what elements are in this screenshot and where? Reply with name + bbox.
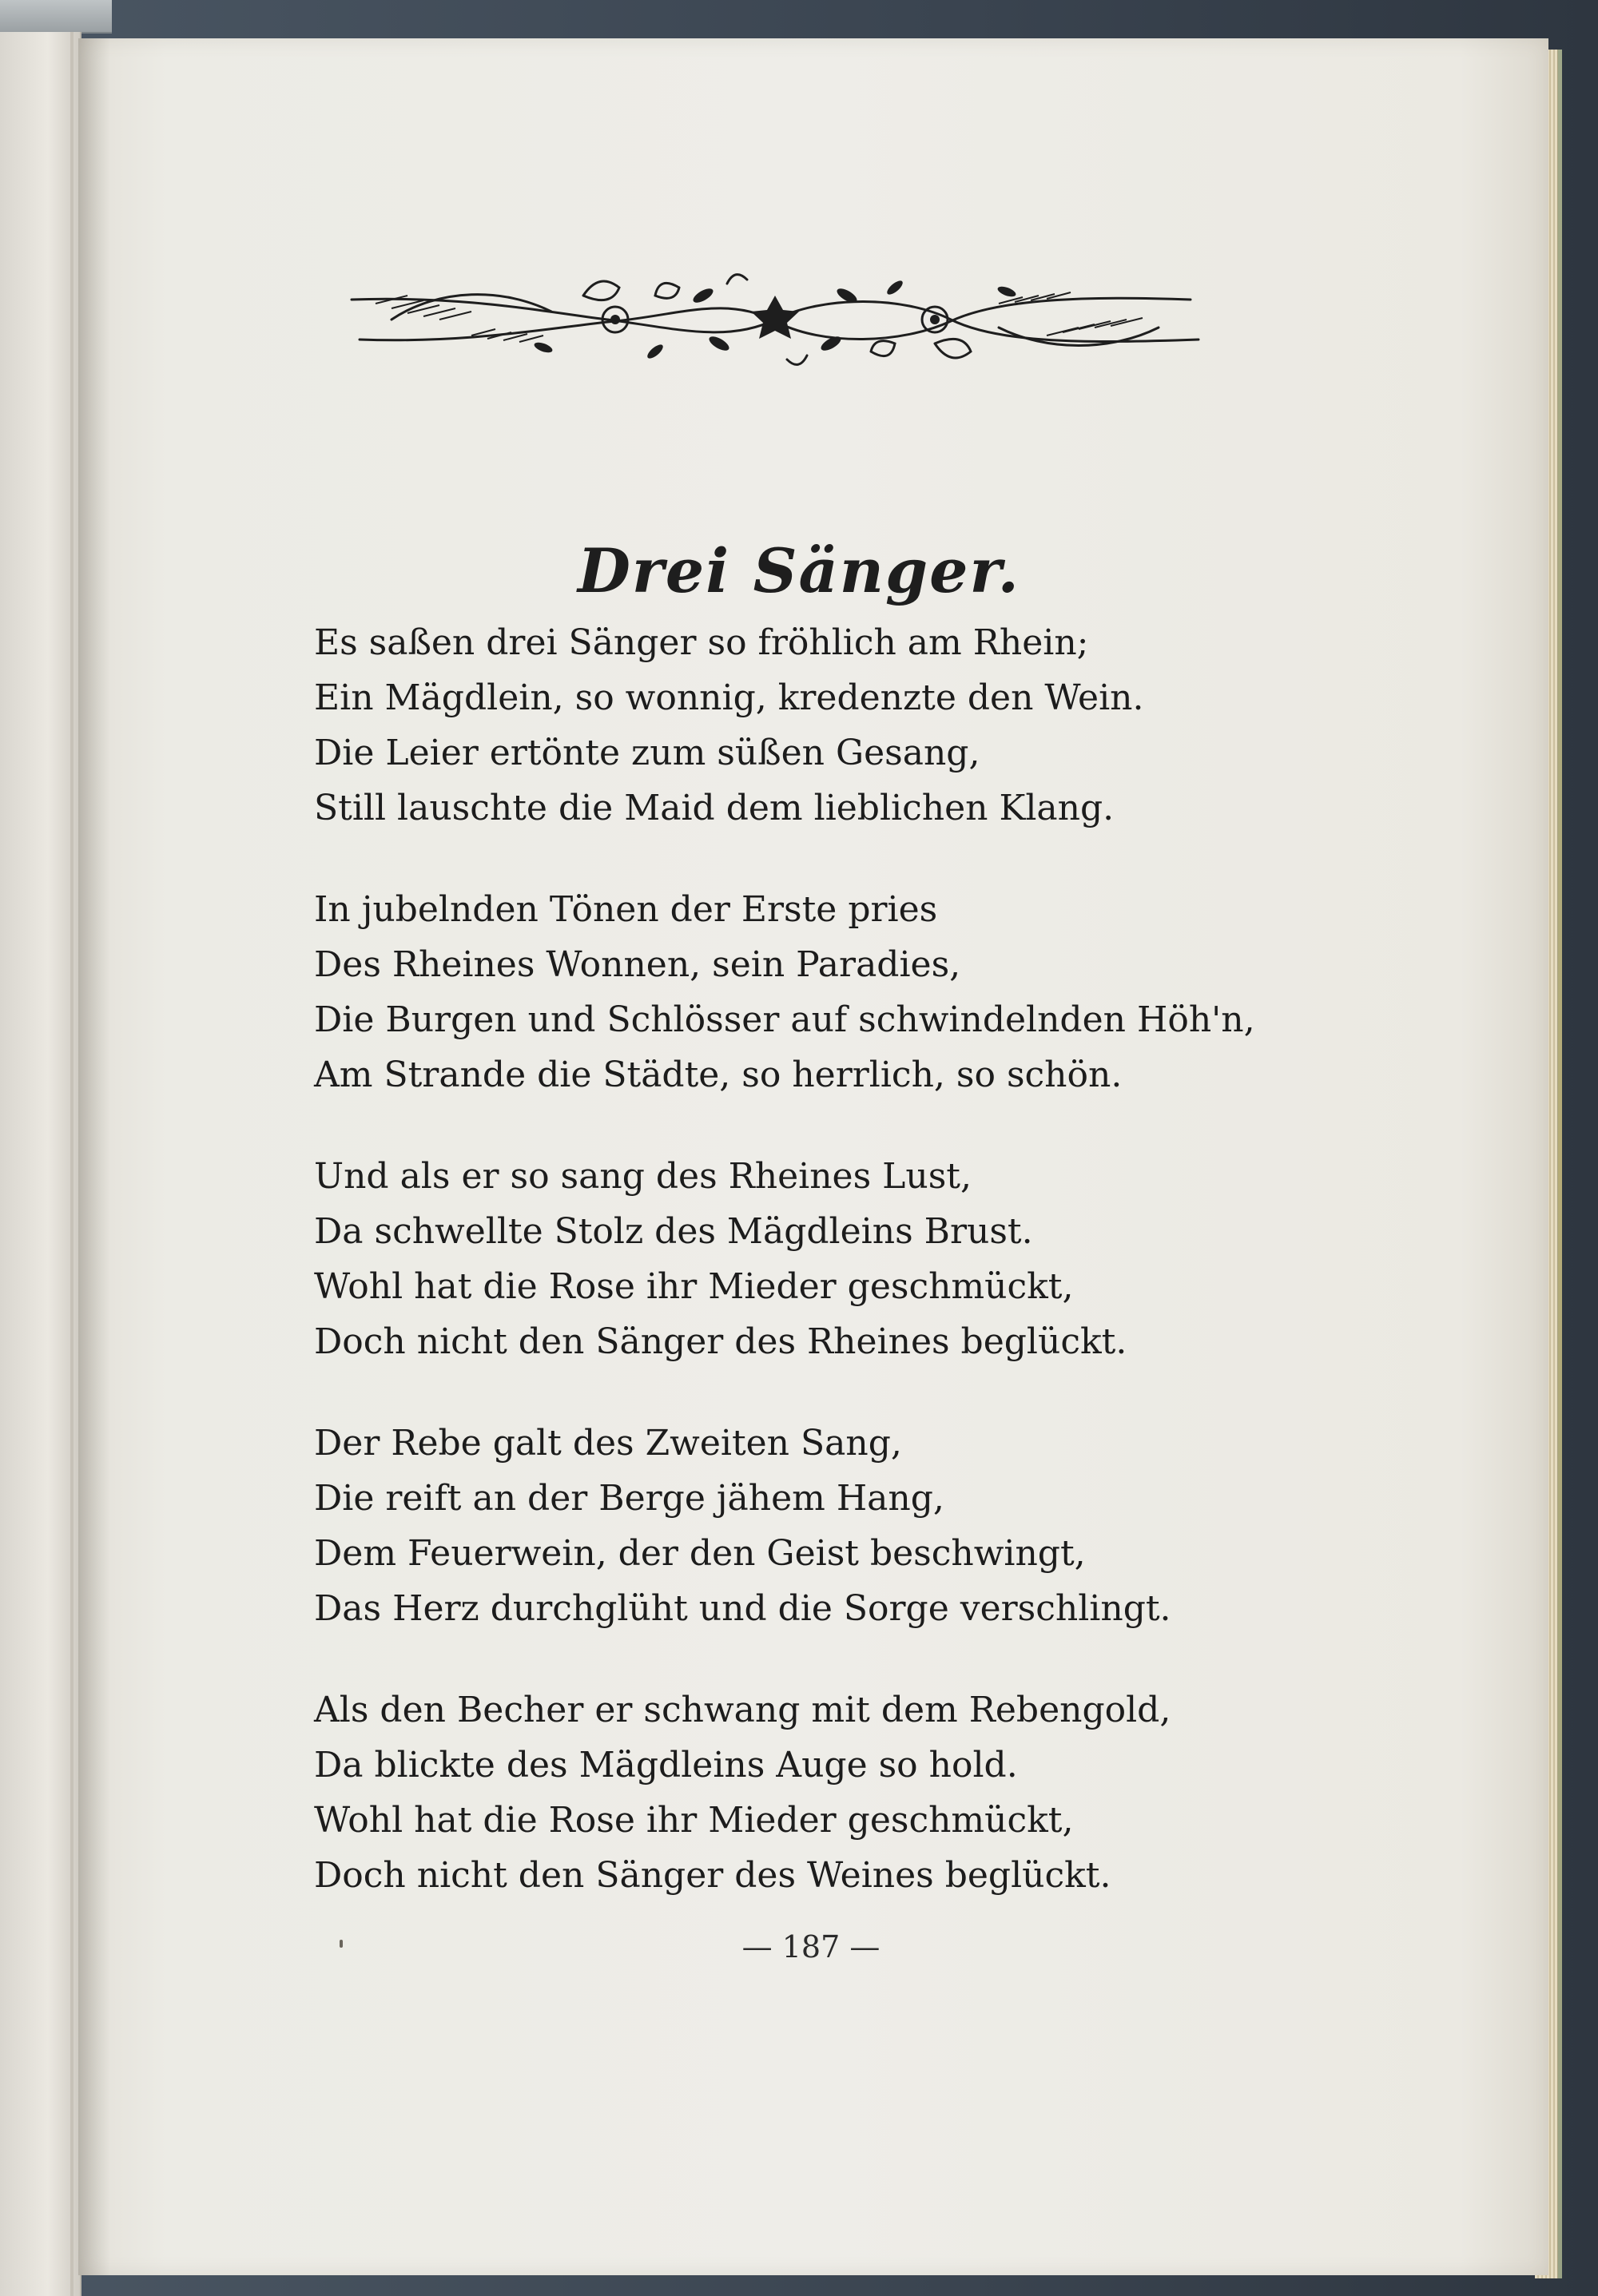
verse-line: Wohl hat die Rose ihr Mieder geschmückt, <box>314 1266 1074 1307</box>
stanza <box>314 1682 1353 1903</box>
poem-title: Drei Sänger. <box>577 535 1021 606</box>
stanza <box>314 882 1353 1102</box>
verse-line: Das Herz durchglüht und die Sorge verschlingt. <box>314 1588 1171 1629</box>
stanza <box>314 1149 1353 1369</box>
verse-line: In jubelnden Tönen der Erste pries <box>314 889 938 930</box>
verse-line: Doch nicht den Sänger des Rheines beglückt. <box>314 1321 1127 1362</box>
top-binding <box>0 0 112 34</box>
verse-line: Am Strande die Städte, so herrlich, so schön. <box>314 1055 1123 1095</box>
paper-speck <box>340 1940 343 1948</box>
poem-body <box>314 615 1353 1949</box>
verse-line: Des Rheines Wonnen, sein Paradies, <box>314 944 961 985</box>
verse-line: Und als er so sang des Rheines Lust, <box>314 1156 972 1197</box>
verse-line: Da schwellte Stolz des Mägdleins Brust. <box>314 1211 1033 1252</box>
stanza <box>314 1416 1353 1636</box>
verse-line: Der Rebe galt des Zweiten Sang, <box>314 1423 902 1464</box>
verse-line: Wohl hat die Rose ihr Mieder geschmückt, <box>314 1800 1074 1841</box>
verse-line: Die Leier ertönte zum süßen Gesang, <box>314 733 980 773</box>
verse-line: Still lauschte die Maid dem lieblichen Klang. <box>314 788 1115 828</box>
verse-line: Es saßen drei Sänger so fröhlich am Rhein; <box>314 622 1089 663</box>
stanza <box>314 615 1353 836</box>
verse-line: Die reift an der Berge jähem Hang, <box>314 1478 944 1519</box>
verse-line: Die Burgen und Schlösser auf schwindelnden Höh'n, <box>314 999 1255 1040</box>
floral-vine-ornament-icon <box>344 264 1206 375</box>
page-number: — 187 — <box>741 1929 880 1964</box>
verse-line: Doch nicht den Sänger des Weines beglückt. <box>314 1855 1111 1896</box>
verse-line: Dem Feuerwein, der den Geist beschwingt, <box>314 1533 1086 1574</box>
verse-line: Als den Becher er schwang mit dem Rebengold, <box>314 1690 1171 1730</box>
verse-line: Ein Mägdlein, so wonnig, kredenzte den Wein. <box>314 677 1144 718</box>
verse-line: Da blickte des Mägdleins Auge so hold. <box>314 1745 1018 1786</box>
